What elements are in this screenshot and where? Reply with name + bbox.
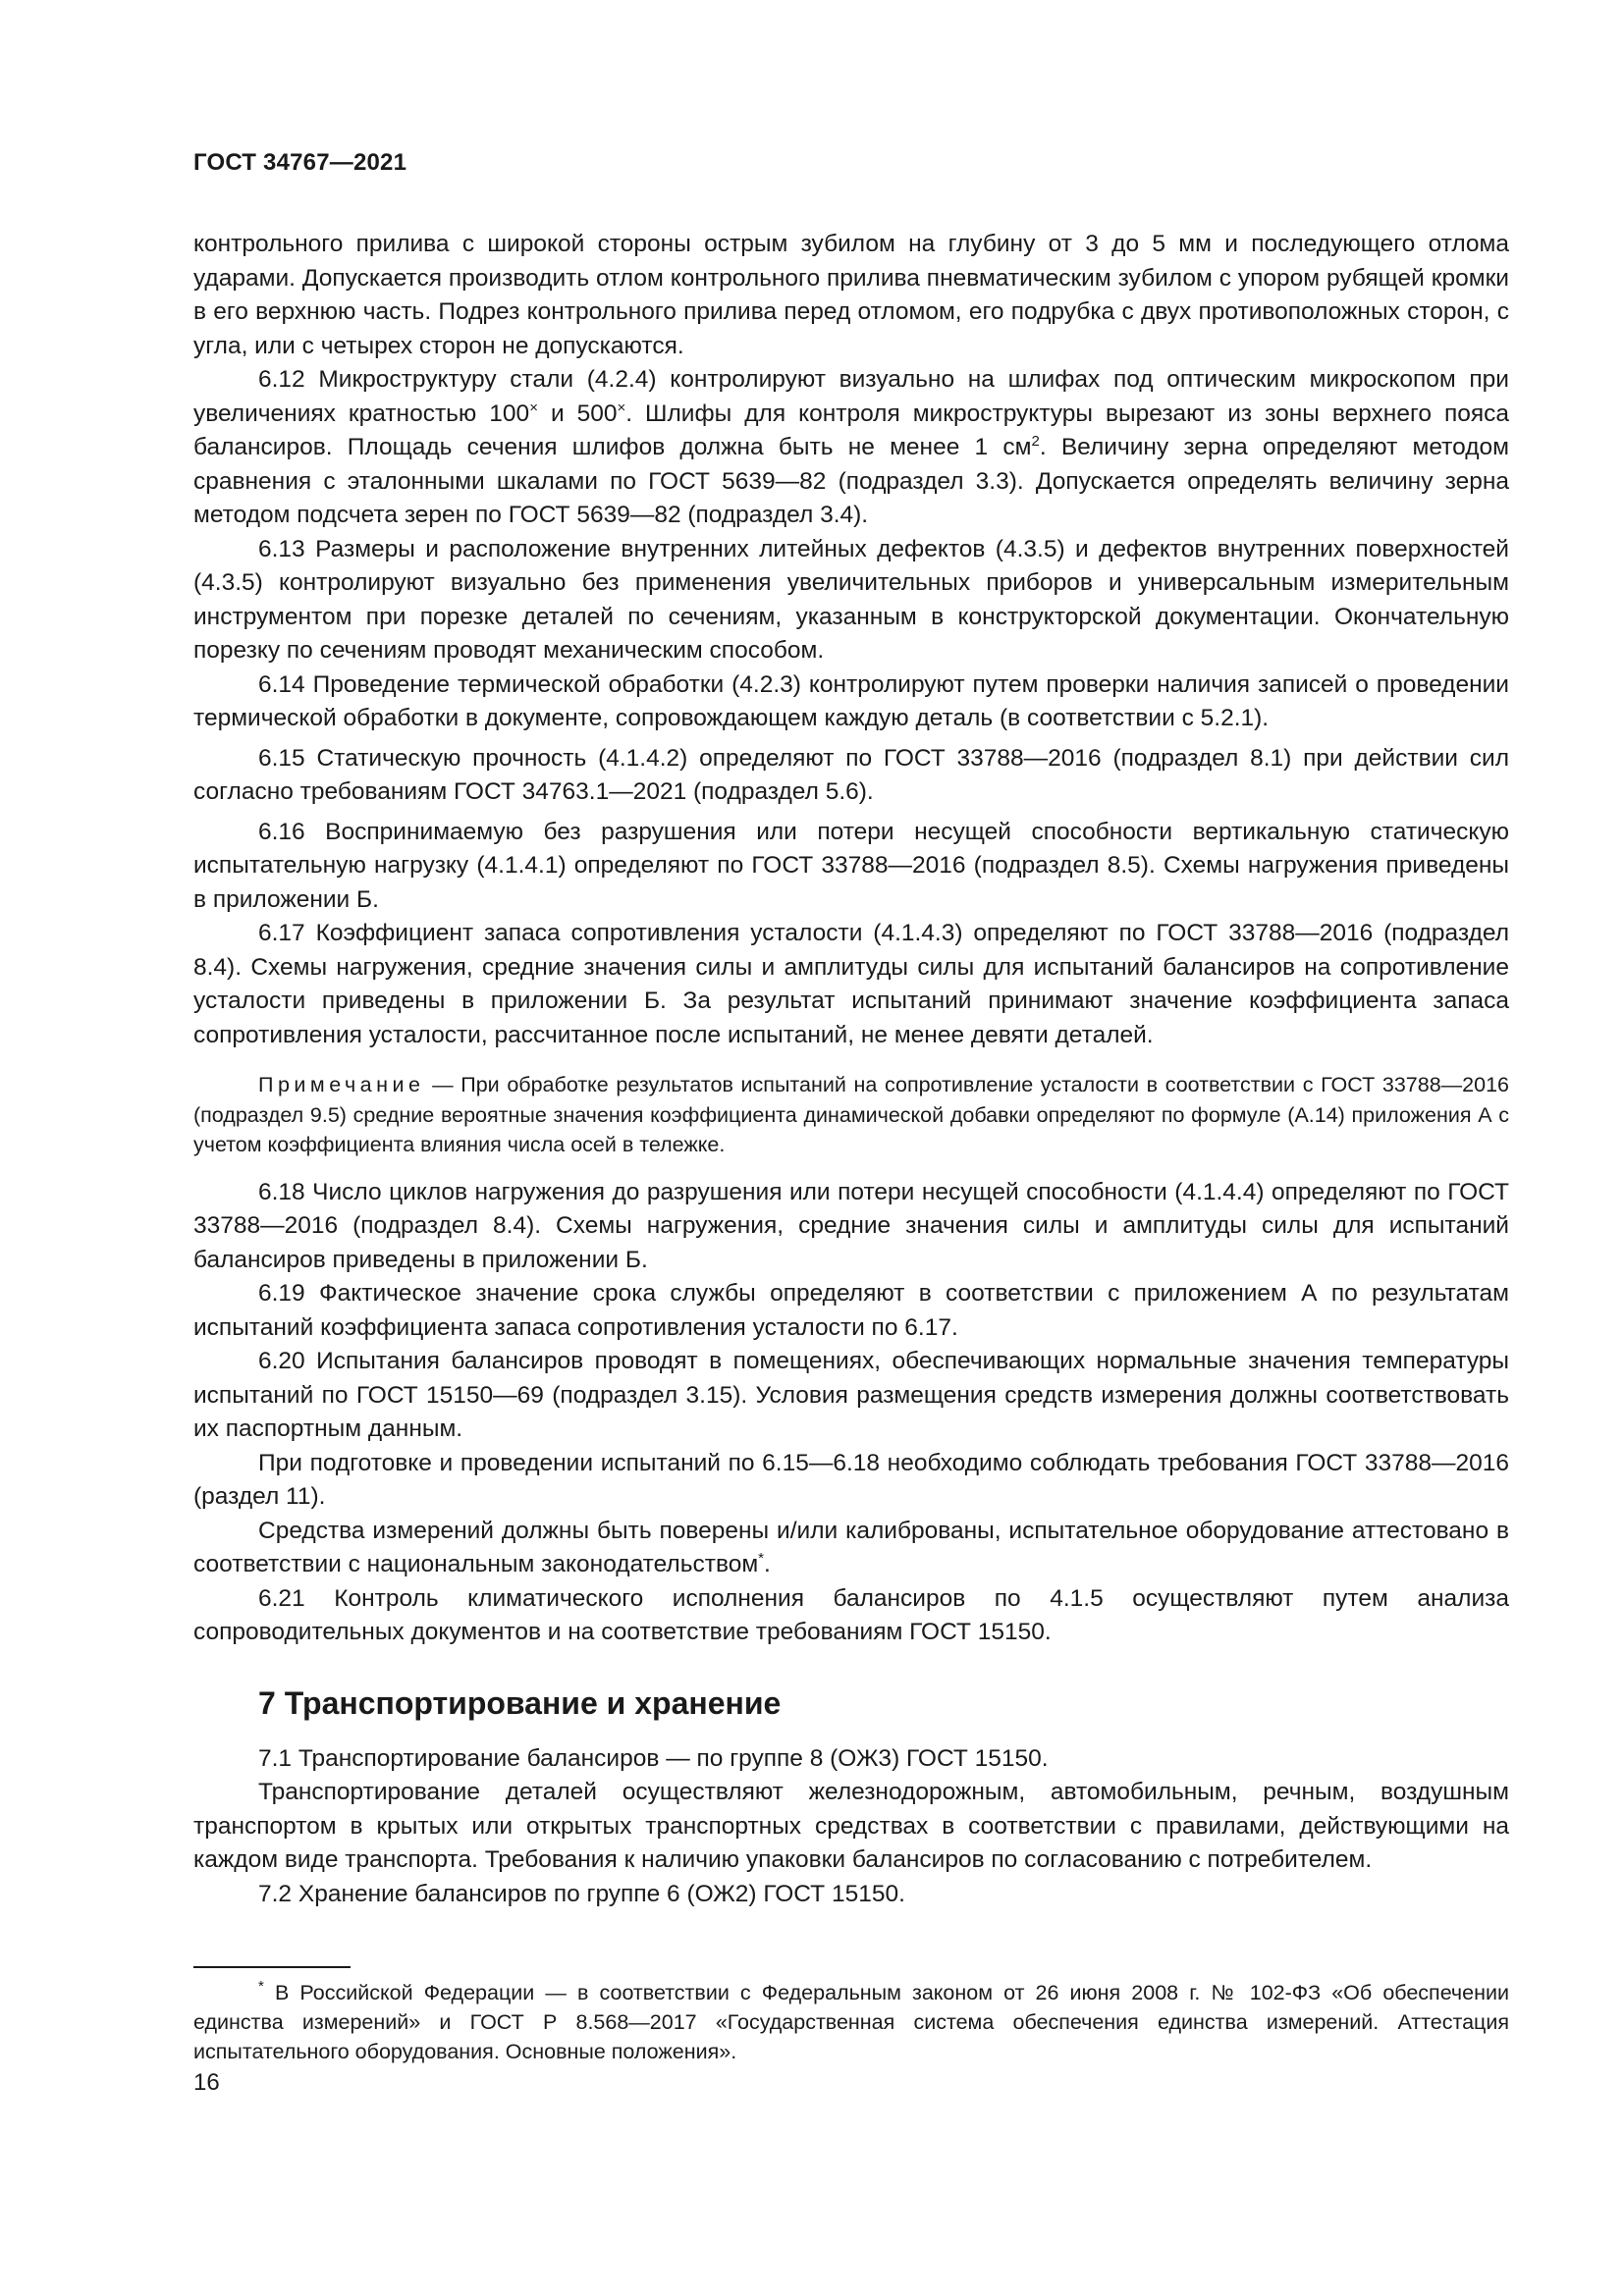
paragraph-6-12: 6.12 Микроструктуру стали (4.2.4) контролируют визуально на шлифах под оптическим микроскопом при увеличениях кратностью 100× и 500×. Шлифы для контроля микроструктуры вырезают из зоны верхнего пояса балансиров. Площадь сечения шлифов должна быть не менее 1 $см^2$. Величину зерна определяют методом сравнения с эталонными шкалами по ГОСТ 5639—82 (подраздел 3.3). Допускается определять величину зерна методом подсчета зерен по ГОСТ 5639—82 (подраздел 3.4).: [193, 366, 1509, 528]
note-text: — При обработке результатов испытаний на сопротивление усталости в соответствии с ГОСТ 33788—2016 (подраздел 9.5) средние вероятные значения коэффициента динамической добавки определяют по формуле (А.14) приложения А с учетом коэффициента влияния числа осей в тележке.: [193, 1073, 1509, 1156]
footnote: [193, 1978, 1509, 2066]
paragraph-6-13: 6.13 Размеры и расположение внутренних литейных дефектов (4.3.5) и дефектов внутренних поверхностей (4.3.5) контролируют визуально без применения увеличительных приборов и универсальным измерительным инструментом при порезке деталей по сечениям, указанным в конструкторской документации. Окончательную порезку по сечениям проводят механическим способом.: [193, 535, 1509, 664]
paragraph-6-19: 6.19 Фактическое значение срока службы определяют в соответствии с приложением А по результатам испытаний коэффициента запаса сопротивления усталости по 6.17.: [193, 1280, 1509, 1341]
paragraph-6-14: 6.14 Проведение термической обработки (4.2.3) контролируют путем проверки наличия записей о проведении термической обработки в документе, сопровождающем каждую деталь (в соответствии с 5.2.1).: [193, 670, 1509, 731]
paragraph-transport: Транспортирование деталей осуществляют железнодорожным, автомобильным, речным, воздушным транспортом в крытых или открытых транспортных средствах в соответствии с правилами, действующими на каждом виде транспорта. Требования к наличию упаковки балансиров по согласованию с потребителем.: [193, 1779, 1509, 1873]
note: [193, 1070, 1509, 1160]
paragraph-6-17: 6.17 Коэффициент запаса сопротивления усталости (4.1.4.3) определяют по ГОСТ 33788—2016 (подраздел 8.4). Схемы нагружения, средние значения силы и амплитуды силы для испытаний балансиров на сопротивление усталости приведены в приложении Б. За результат испытаний принимают значение коэффициента запаса сопротивления усталости, рассчитанное после испытаний, не менее девяти деталей.: [193, 920, 1509, 1048]
paragraph-6-15: 6.15 Статическую прочность (4.1.4.2) определяют по ГОСТ 33788—2016 (подраздел 8.1) при действии сил согласно требованиям ГОСТ 34763.1—2021 (подраздел 5.6).: [193, 744, 1509, 805]
paragraph-6-21: 6.21 Контроль климатического исполнения балансиров по 4.1.5 осуществляют путем анализа сопроводительных документов и на соответствие требованиям ГОСТ 15150.: [193, 1584, 1509, 1645]
footnote-divider: [193, 1966, 351, 1968]
section-7-heading: 7 Транспортирование и хранение: [258, 1684, 782, 1721]
body-text: [193, 228, 1509, 1911]
paragraph-test-requirements: При подготовке и проведении испытаний по 6.15—6.18 необходимо соблюдать требования ГОСТ 33788—2016 (раздел 11).: [193, 1449, 1509, 1510]
footnote-text: В Российской Федерации — в соответствии с Федеральным законом от 26 июня 2008 г. № 102-ФЗ «Об обеспечении единства измерений» и ГОСТ Р 8.568—2017 «Государственная система обеспечения единства измерений. Аттестация испытательного оборудования. Основные положения».: [193, 1981, 1509, 2063]
footnote-reference: *: [758, 1550, 765, 1567]
paragraph-measuring-instruments: Средства измерений должны быть поверены и/или калиброваны, испытательное оборудование аттестовано в соответствии с национальным законодательством*.: [193, 1517, 1509, 1577]
paragraph-continuation: контрольного прилива с широкой стороны острым зубилом на глубину от 3 до 5 мм и последующего отлома ударами. Допускается производить отлом контрольного прилива пневматическим зубилом с упором рубящей кромки в его верхнюю часть. Подрез контрольного прилива перед отломом, его подрубка с двух противоположных сторон, с угла, или с четырех сторон не допускаются.: [193, 231, 1509, 359]
footnote-marker: *: [258, 1978, 264, 1995]
paragraph-7-1: 7.1 Транспортирование балансиров — по группе 8 (ОЖ3) ГОСТ 15150.: [258, 1744, 1049, 1772]
note-label: Примечание: [258, 1073, 425, 1096]
paragraph-7-2: 7.2 Хранение балансиров по группе 6 (ОЖ2) ГОСТ 15150.: [258, 1880, 905, 1907]
paragraph-6-16: 6.16 Воспринимаемую без разрушения или потери несущей способности вертикальную статическую испытательную нагрузку (4.1.4.1) определяют по ГОСТ 33788—2016 (подраздел 8.5). Схемы нагружения приведены в приложении Б.: [193, 818, 1509, 913]
running-header: ГОСТ 34767—2021: [193, 149, 407, 176]
paragraph-6-20: 6.20 Испытания балансиров проводят в помещениях, обеспечивающих нормальные значения температуры испытаний по ГОСТ 15150—69 (подраздел 3.15). Условия размещения средств измерения должны соответствовать их паспортным данным.: [193, 1348, 1509, 1442]
paragraph-6-18: 6.18 Число циклов нагружения до разрушения или потери несущей способности (4.1.4.4) определяют по ГОСТ 33788—2016 (подраздел 8.4). Схемы нагружения, средние значения силы и амплитуды силы для испытаний балансиров приведены в приложении Б.: [193, 1178, 1509, 1273]
page-number: 16: [193, 2069, 220, 2096]
